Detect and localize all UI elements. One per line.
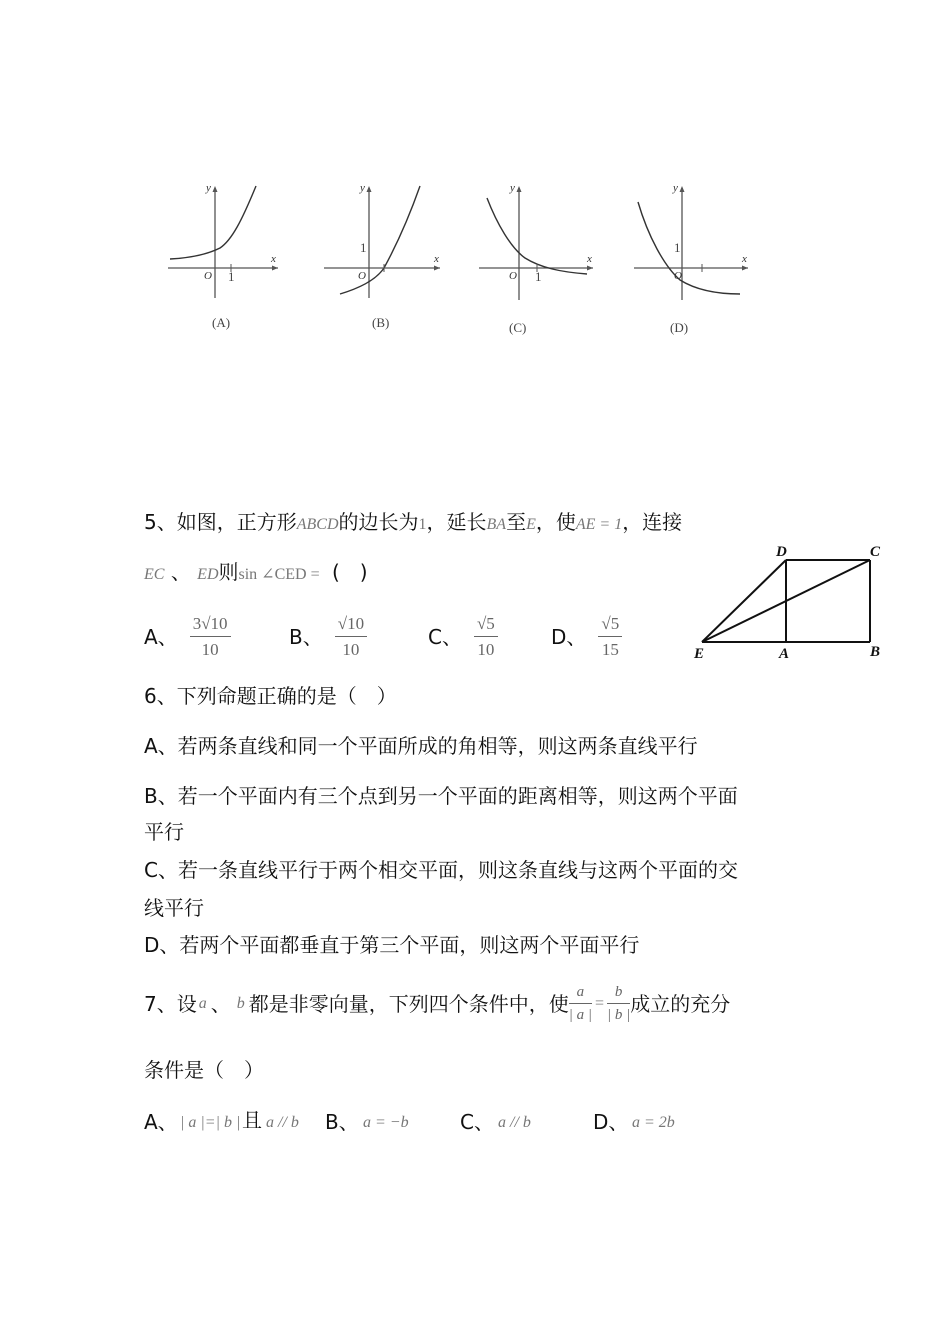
q6-option-b-line1: B、若一个平面内有三个点到另一个平面的距离相等，则这两个平面 (144, 784, 738, 808)
function-graphs (160, 180, 760, 340)
q7-option-a-and: 且 (242, 1108, 262, 1132)
q7-text: 7、设 (144, 992, 197, 1016)
svg-text:O: O (509, 270, 517, 282)
q6-option-a: A、若两条直线和同一个平面所成的角相等，则这两条直线平行 (144, 734, 698, 758)
q7-text: 成立的充分 (630, 992, 731, 1016)
point-e-label: E (694, 646, 705, 662)
option-fraction: $\frac{√5}{10}$ (474, 614, 498, 660)
svg-text:1: 1 (674, 240, 681, 255)
q5-segment-ba: BA (486, 516, 507, 533)
graph-d (634, 182, 748, 335)
q6-option-b-line2: 平行 (144, 820, 184, 844)
vector-b: b (236, 995, 245, 1012)
q7-option-d-label: D、 (593, 1110, 629, 1134)
point-a-label: A (779, 646, 790, 662)
graph-b (324, 182, 440, 330)
svg-text:x: x (271, 253, 276, 265)
q7-option-c-expr: a // b (498, 1114, 531, 1131)
q7-equals: = (594, 995, 605, 1012)
q5-expression: sin ∠CED = (238, 566, 320, 583)
q7-option-b-expr: a = −b (363, 1114, 409, 1131)
q5-text: 、 (170, 560, 191, 584)
vector-a: a (198, 995, 207, 1012)
q5-point-e: E (526, 516, 536, 533)
q5-option-c (428, 614, 498, 660)
q5-line2 (144, 562, 368, 583)
q7-line1 (144, 984, 730, 1024)
svg-text:O: O (674, 270, 682, 282)
q7-options (144, 1110, 844, 1136)
q5-text: 则 (218, 560, 239, 584)
q5-square-figure (690, 540, 890, 665)
q5-option-b (289, 614, 367, 660)
svg-text:y: y (360, 182, 365, 194)
q6-option-c-line2: 线平行 (144, 896, 204, 920)
svg-text:x: x (742, 253, 747, 265)
q7-text: 都是非零向量，下列四个条件中，使 (248, 992, 569, 1016)
q7-option-a-label: A、 (144, 1110, 178, 1134)
svg-text:x: x (587, 253, 592, 265)
q7-option-d-expr: a = 2b (632, 1114, 675, 1131)
q5-text: 5、如图，正方形 (144, 510, 297, 534)
q5-option-a (144, 614, 231, 660)
graph-a (168, 182, 278, 330)
svg-text:x: x (434, 253, 439, 265)
svg-text:(D): (D) (670, 320, 689, 335)
q5-answer-blank: ( ) (331, 560, 368, 584)
svg-text:y: y (206, 182, 211, 194)
point-d-label: D (776, 544, 787, 560)
svg-text:O: O (204, 270, 212, 282)
svg-text:(B): (B) (372, 315, 390, 330)
option-label: C、 (428, 625, 462, 649)
option-label: D、 (551, 625, 587, 649)
option-label: B、 (289, 625, 323, 649)
option-label: A、 (144, 625, 178, 649)
q7-option-a-expr: | a |=| b | (180, 1114, 241, 1131)
q5-text: ，使 (535, 510, 576, 534)
q5-segment-ed: ED (197, 566, 219, 583)
option-fraction: $\frac{√10}{10}$ (335, 614, 367, 660)
q7-text: 、 (210, 992, 231, 1016)
svg-text:y: y (510, 182, 515, 194)
point-c-label: C (870, 544, 881, 560)
q7-option-a-expr2: a // b (266, 1114, 299, 1131)
q5-side-length: 1 (418, 516, 427, 533)
svg-text:1: 1 (360, 240, 367, 255)
graph-c (479, 182, 593, 335)
q5-option-d (551, 614, 622, 660)
svg-text:1: 1 (535, 269, 542, 284)
q6-option-c-line1: C、若一条直线平行于两个相交平面，则这条直线与这两个平面的交 (144, 858, 738, 882)
q7-fraction-a: $\frac{a}{| a |}$ (568, 984, 592, 1023)
q7-line2: 条件是（ ） (144, 1058, 264, 1082)
q7-fraction-b: $\frac{b}{| b |}$ (607, 984, 631, 1023)
q5-segment-ec: EC (144, 566, 165, 583)
q6-option-d: D、若两个平面都垂直于第三个平面，则这两个平面平行 (144, 933, 640, 957)
q5-text: ，连接 (622, 510, 683, 534)
option-fraction: $\frac{3√10}{10}$ (190, 614, 231, 660)
svg-text:(C): (C) (509, 320, 527, 335)
q7-option-b-label: B、 (325, 1110, 359, 1134)
point-b-label: B (870, 644, 881, 660)
q6-stem: 6、下列命题正确的是（ ） (144, 684, 397, 708)
svg-text:(A): (A) (212, 315, 231, 330)
svg-text:O: O (358, 270, 366, 282)
q5-condition: AE = 1 (575, 516, 623, 533)
q7-option-c-label: C、 (460, 1110, 494, 1134)
q5-text: ，延长 (426, 510, 487, 534)
q5-square-name: ABCD (296, 516, 339, 533)
option-fraction: $\frac{√5}{15}$ (598, 614, 622, 660)
q5-text: 的边长为 (338, 510, 419, 534)
q5-text: 至 (506, 510, 527, 534)
svg-text:y: y (673, 182, 678, 194)
q5-line1 (144, 512, 682, 533)
svg-text:1: 1 (228, 269, 235, 284)
